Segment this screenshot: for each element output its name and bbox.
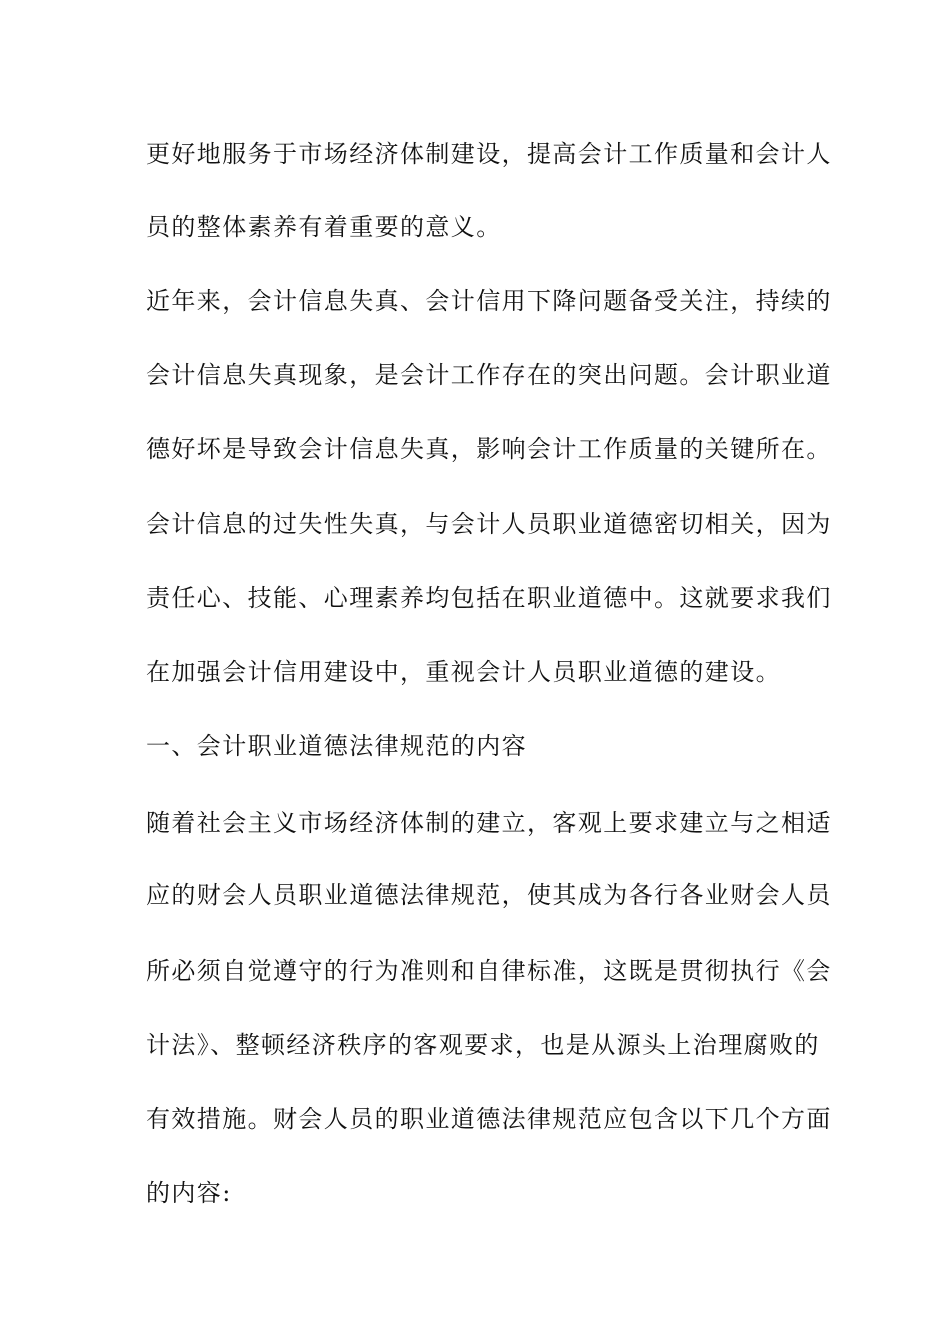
paragraph-2-line-1: 近年来，会计信息失真、会计信用下降问题备受关注，持续的 [146,287,832,315]
paragraph-4-line-4: 计法》、整顿经济秩序的客观要求，也是从源头上治理腐败的 [146,1031,820,1059]
paragraph-4-line-3: 所必须自觉遵守的行为准则和自律标准，这既是贯彻执行《会 [146,957,832,985]
paragraph-3-line-3: 在加强会计信用建设中，重视会计人员职业道德的建设。 [146,658,781,686]
paragraph-1-line-2: 员的整体素养有着重要的意义。 [146,213,502,241]
paragraph-3-line-2: 责任心、技能、心理素养均包括在职业道德中。这就要求我们 [146,584,832,612]
paragraph-2-line-3: 德好坏是导致会计信息失真，影响会计工作质量的关键所在。 [146,435,832,463]
paragraph-1-line-1: 更好地服务于市场经济体制建设，提高会计工作质量和会计人 [146,140,832,168]
paragraph-2-line-2: 会计信息失真现象，是会计工作存在的突出问题。会计职业道 [146,361,832,389]
paragraph-4-line-1: 随着社会主义市场经济体制的建立，客观上要求建立与之相适 [146,809,832,837]
paragraph-4-line-2: 应的财会人员职业道德法律规范，使其成为各行各业财会人员 [146,881,832,909]
paragraph-4-line-6: 的内容: [146,1179,232,1207]
paragraph-4-line-5: 有效措施。财会人员的职业道德法律规范应包含以下几个方面 [146,1105,832,1133]
section-heading: 一、会计职业道德法律规范的内容 [146,732,527,760]
paragraph-3-line-1: 会计信息的过失性失真，与会计人员职业道德密切相关，因为 [146,510,832,538]
